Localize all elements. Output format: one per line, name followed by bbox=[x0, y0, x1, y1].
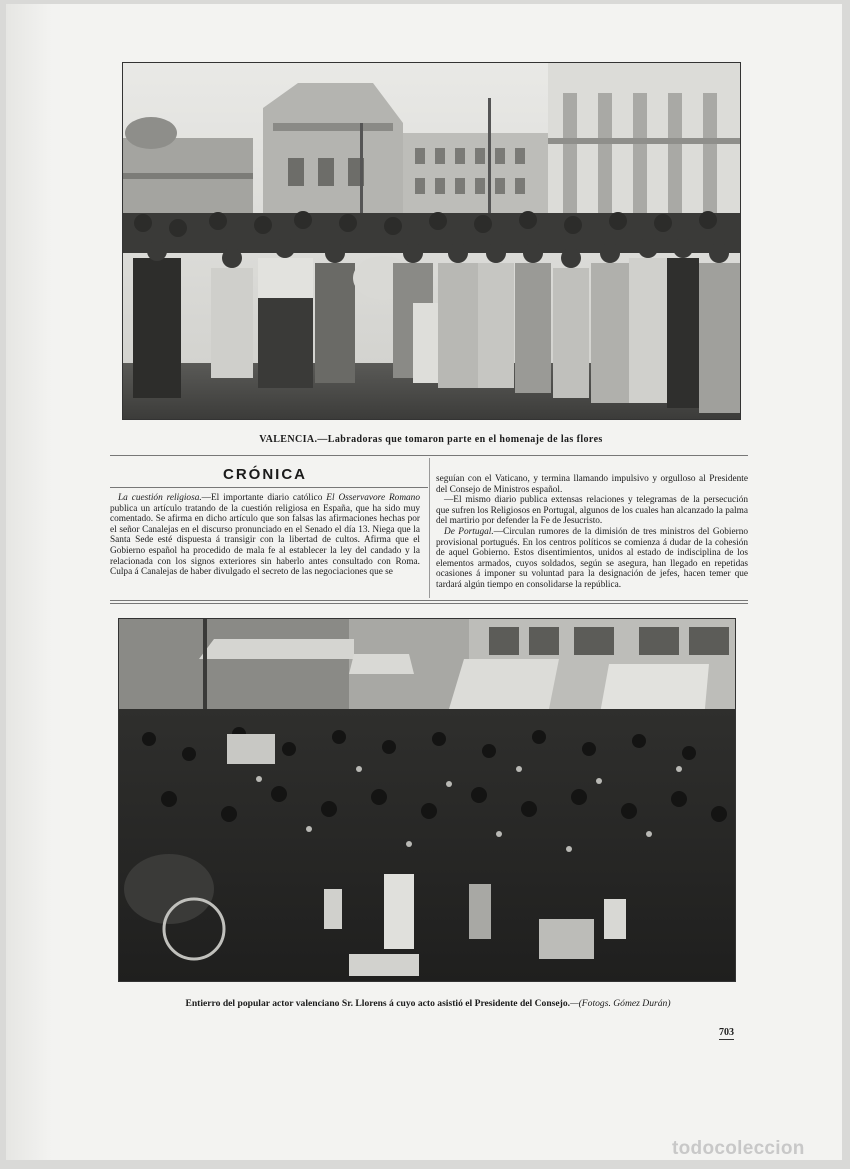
paragraph-vatican: seguían con el Vaticano, y termina llamando impulsivo y orgulloso al Presidente del Consejo de Ministros español. bbox=[436, 474, 748, 495]
paragraph-portugal-persecution: —El mismo diario publica extensas relaciones y telegramas de la persecución que sufren los Religiosos en Portugal, algunos de los cuales han alcanzado la palma del martirio por defender la Fe de Jesucristo. bbox=[436, 495, 748, 527]
caption-text: —Labradoras que tomaron parte en el homenaje de las flores bbox=[317, 434, 603, 445]
divider-top bbox=[110, 455, 748, 456]
top-photo-caption bbox=[122, 434, 740, 445]
lead-religious-question: La cuestión religiosa. bbox=[118, 493, 202, 503]
newspaper-name: El Osservavore Romano bbox=[326, 493, 420, 503]
caption-place: VALENCIA. bbox=[259, 434, 318, 445]
bottom-photo-caption bbox=[118, 998, 738, 1009]
section-title: CRÓNICA bbox=[223, 466, 307, 483]
paragraph-text: —Circulan rumores de la dimisión de tres ministros del Gobierno provisional portugués. En los centros políticos se comienza á dudar de la cohesión de aquel Gobierno. Estos disentimientos, unidos al estado de indisciplina de los elementos armados, cuyos soldados, según se asegura, han llegado en repetidas ocasiones á imponer su voluntad para la designación de jefes, hacen temer que tardará algún tiempo en consolidarse la república. bbox=[436, 526, 749, 590]
valencia-labradoras-photo bbox=[122, 62, 741, 420]
watermark: todocoleccion bbox=[672, 1138, 805, 1159]
page-margin-shadow bbox=[6, 4, 52, 1160]
photo-credit: —(Fotogs. Gómez Durán) bbox=[570, 998, 671, 1009]
paragraph-text: publica un artículo tratando de la cuestión religiosa en España, que ha sido muy comentado. Se afirma en dicho artículo que son falsas las afirmaciones hechas por el señor Canalejas en el discurso pronunciado en el Senado el día 13. Niega que la Santa Sede esté dispuesta á transigir con la libertad de cultos. Afirma que el Gobierno español ha procedido de mala fe al establecer la ley del candado y la relacionada con los signos exteriores sin haberlo antes consultado con Roma. Culpa á Canalejas de haber divulgado el secreto de las negociaciones que se bbox=[110, 503, 420, 578]
funeral-crowd-photo bbox=[118, 618, 736, 982]
cronica-right-column bbox=[436, 474, 748, 591]
column-divider bbox=[429, 458, 430, 598]
divider-bottom bbox=[110, 600, 748, 604]
title-underline bbox=[110, 487, 428, 488]
paragraph-religious-question bbox=[110, 493, 420, 578]
caption-text: Entierro del popular actor valenciano Sr. Llorens á cuyo acto asistió el Presidente del Consejo. bbox=[185, 998, 571, 1009]
paragraph-text: —El importante diario católico bbox=[201, 493, 327, 503]
lead-portugal: De Portugal. bbox=[444, 526, 494, 537]
cronica-left-column bbox=[110, 493, 420, 578]
paragraph-portugal bbox=[436, 527, 748, 591]
page-number: 703 bbox=[719, 1027, 734, 1038]
